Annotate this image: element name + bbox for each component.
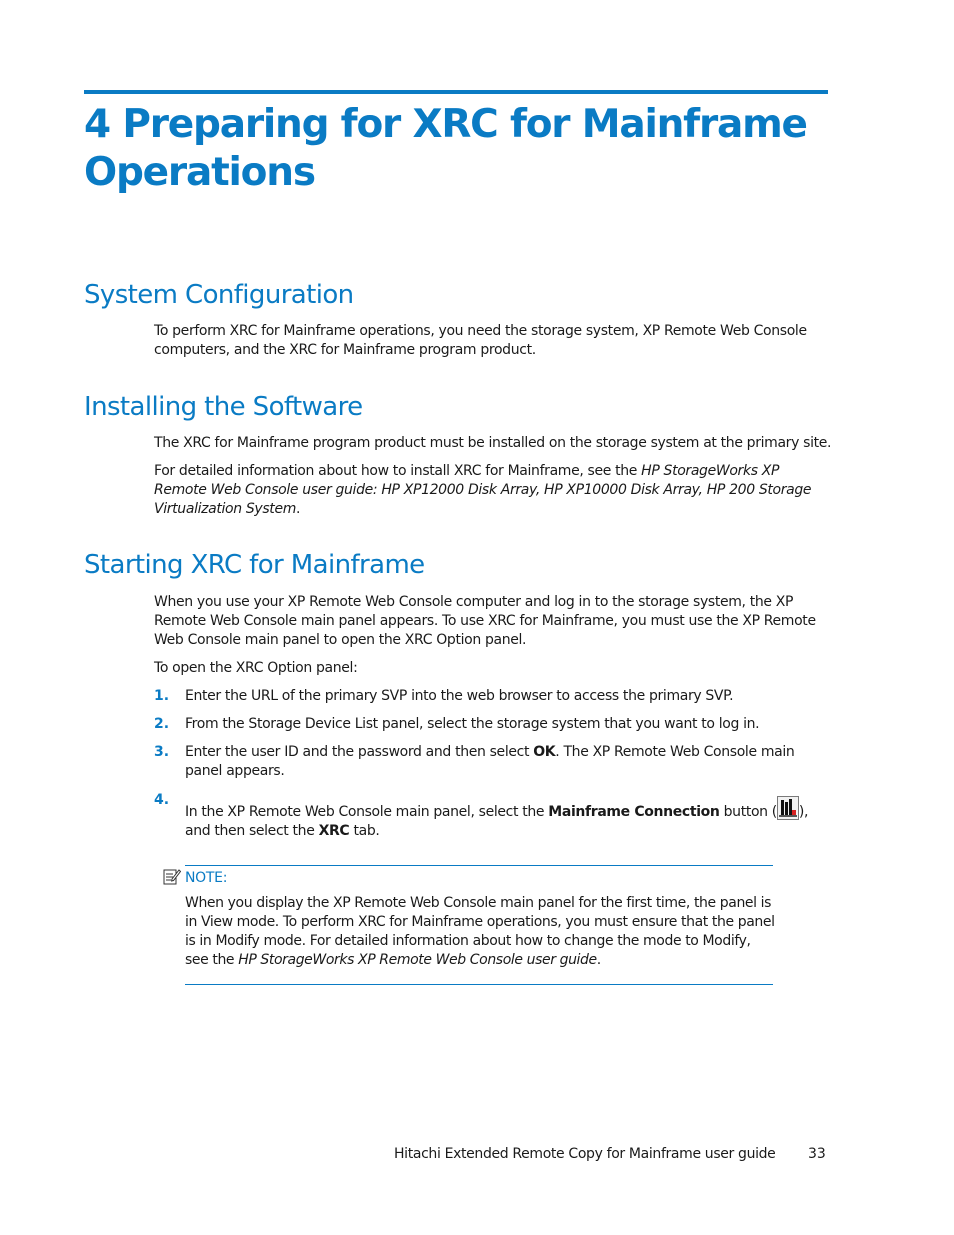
- step-3-text-after: . The XP Remote Web Console main panel appears.: [185, 744, 795, 779]
- system-configuration-paragraph: To perform XRC for Mainframe operations, you need the storage system, XP Remote Web Console computers, and the XRC for Mainframe program product.: [154, 323, 807, 358]
- footer-guide-title: Hitachi Extended Remote Copy for Mainframe user guide: [394, 1146, 776, 1162]
- step-3-text-before: Enter the user ID and the password and then select: [185, 744, 534, 760]
- heading-installing-software: Installing the Software: [84, 392, 363, 422]
- ok-label: OK: [533, 744, 556, 760]
- step-text: [185, 743, 833, 781]
- step-text: From the Storage Device List panel, select the storage system that you want to log in.: [185, 716, 760, 732]
- install-text-suffix: .: [296, 501, 301, 517]
- chapter-top-rule: [84, 90, 828, 94]
- step-number: 3.: [154, 744, 170, 760]
- starting-xrc-paragraph-1: When you use your XP Remote Web Console computer and log in to the storage system, the XP Remote Web Console main panel appears. To use XRC for Mainframe, you must use the XP Remote Web Console main panel to open the XRC Option panel.: [154, 594, 816, 648]
- step-text: Enter the URL of the primary SVP into the web browser to access the primary SVP.: [185, 688, 734, 704]
- note-text: [185, 894, 777, 970]
- note-top-rule: [185, 865, 773, 866]
- note-text-before: When you display the XP Remote Web Console main panel for the first time, the panel is in View mode. To perform XRC for Mainframe operations, you must ensure that the panel is in Modify mode. For detailed information about how to change the mode to Modify, see the: [185, 895, 775, 968]
- xrc-tab-label: XRC: [318, 823, 350, 839]
- step-4-text-after: tab.: [349, 823, 380, 839]
- installing-software-paragraph-2: [154, 462, 834, 519]
- installing-software-paragraph-1: The XRC for Mainframe program product must be installed on the storage system at the primary site.: [154, 435, 832, 451]
- note-guide-reference: HP StorageWorks XP Remote Web Console user guide: [238, 952, 597, 968]
- heading-starting-xrc: Starting XRC for Mainframe: [84, 550, 425, 580]
- step-4-text-before: In the XP Remote Web Console main panel, select the: [185, 804, 549, 820]
- note-label: NOTE:: [185, 870, 228, 886]
- note-pencil-icon: [163, 867, 181, 885]
- mainframe-connection-label: Mainframe Connection: [548, 804, 720, 820]
- step-number: 4.: [154, 792, 170, 808]
- step-4-text-mid-2: ), and then select the: [185, 804, 809, 839]
- chapter-title: 4 Preparing for XRC for Mainframe Operations: [84, 102, 807, 195]
- footer-page-number: 33: [808, 1146, 826, 1162]
- step-number: 1.: [154, 688, 170, 704]
- starting-xrc-paragraph-2: To open the XRC Option panel:: [154, 660, 358, 676]
- install-guide-reference: HP StorageWorks XP Remote Web Console user guide: HP XP12000 Disk Array, HP XP10000 Disk Array, HP 200 Storage Virtualization System: [154, 463, 812, 517]
- step-4-text-mid-1: button (: [719, 804, 777, 820]
- step-number: 2.: [154, 716, 170, 732]
- note-bottom-rule: [185, 984, 773, 985]
- note-text-after: .: [596, 952, 601, 968]
- mainframe-connection-icon: [777, 796, 799, 820]
- install-text-prefix: For detailed information about how to install XRC for Mainframe, see the: [154, 463, 642, 479]
- heading-system-configuration: System Configuration: [84, 280, 354, 310]
- step-text: [185, 796, 833, 841]
